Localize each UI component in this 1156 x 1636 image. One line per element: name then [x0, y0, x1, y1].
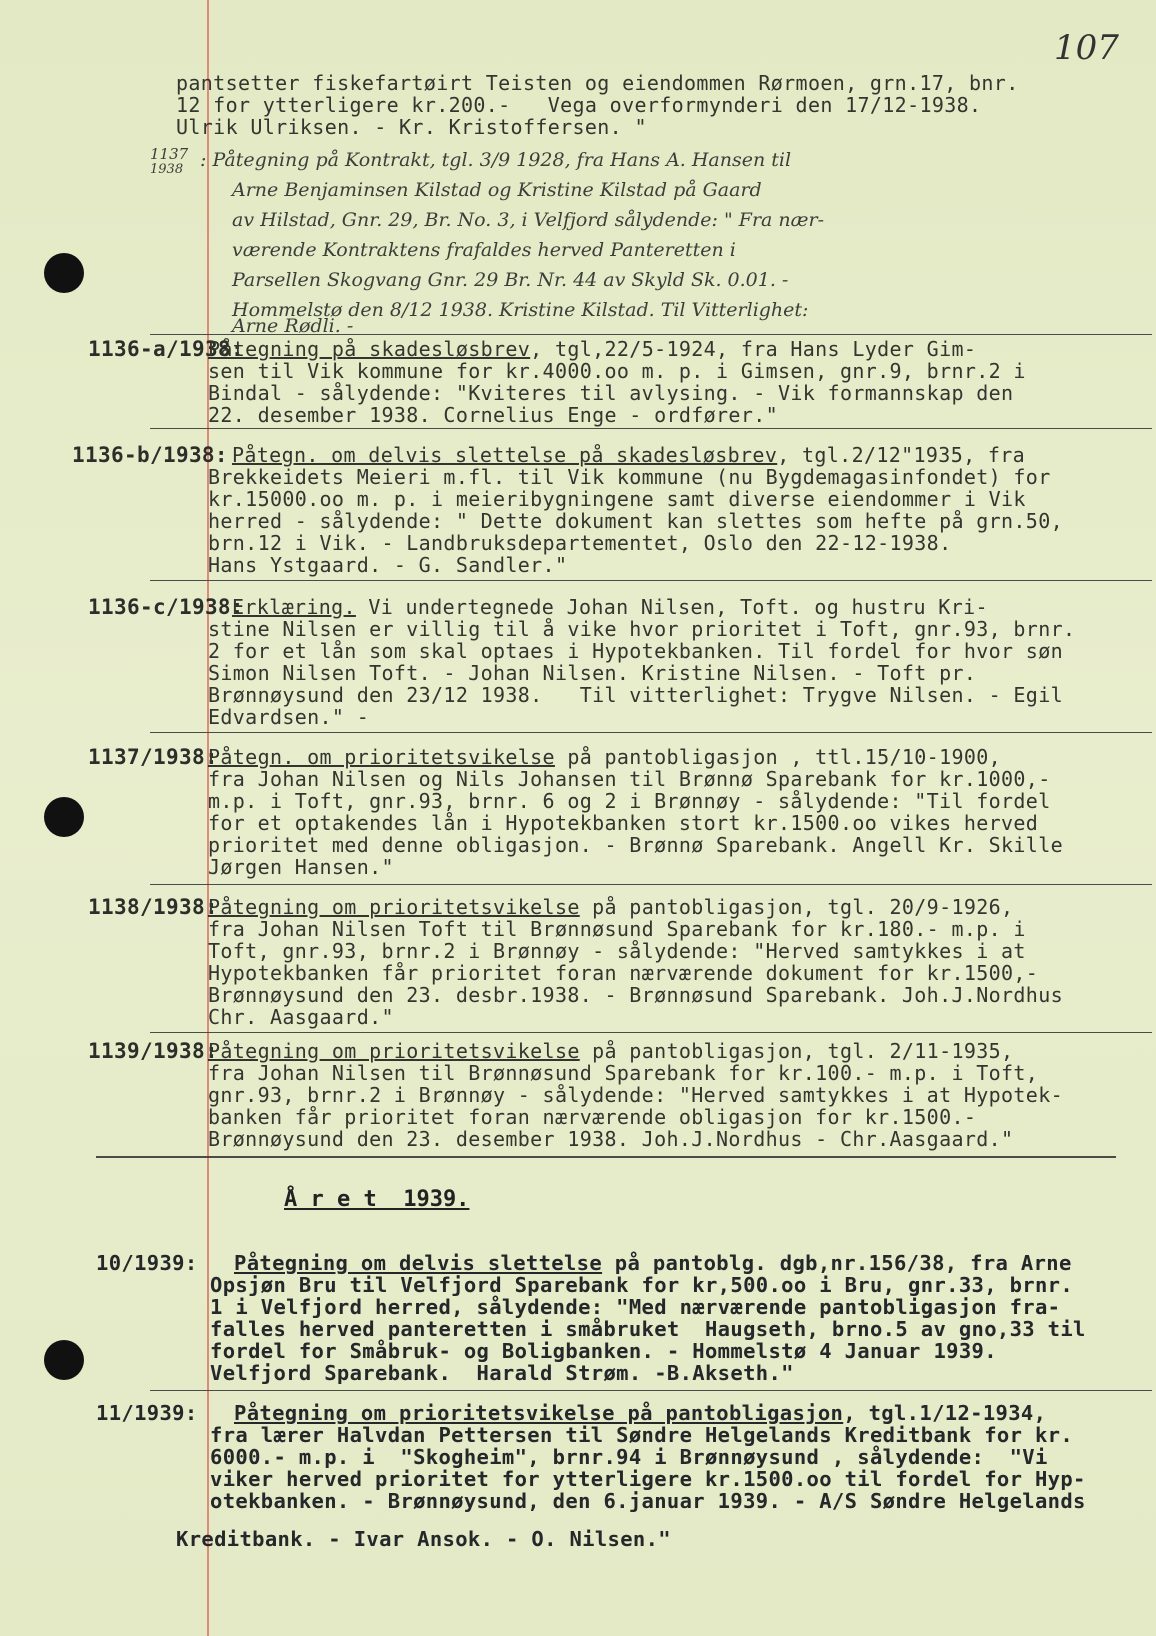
entry-line: Kreditbank. - Ivar Ansok. - O. Nilsen." — [176, 1527, 671, 1551]
entry-line: 2 for et lån som skal optaes i Hypotekbanken. Til fordel for hvor søn — [208, 639, 1063, 663]
entry-line: , tgl.2/12"1935, fra — [777, 443, 1026, 467]
entry-title: Påtegning om prioritetsvikelse — [208, 895, 580, 919]
entry-label: 1137/1938: — [88, 745, 218, 769]
entry-line: fordel for Småbruk- og Boligbanken. - Hommelstø 4 Januar 1939. — [210, 1339, 997, 1363]
entry-divider — [150, 334, 1152, 335]
entry-line: prioritet med denne obligasjon. - Brønnø Sparebank. Angell Kr. Skille — [208, 833, 1063, 857]
entry-first-line — [208, 338, 976, 360]
entry-first-line — [232, 596, 988, 618]
punch-hole-bottom — [44, 1340, 84, 1380]
entry-line: Brønnøysund den 23/12 1938. Til vitterlighet: Trygve Nilsen. - Egil — [208, 683, 1063, 707]
entry-label: 1138/1938: — [88, 895, 218, 919]
handwritten-label-number: 1137 — [150, 145, 189, 163]
handwritten-line-4: værende Kontraktens frafaldes herved Panteretten i — [232, 239, 736, 261]
entry-divider — [150, 732, 1152, 733]
entry-line: for et optakendes lån i Hypotekbanken stort kr.1500.oo vikes herved — [208, 811, 1039, 835]
entry-line: fra Johan Nilsen og Nils Johansen til Brønnø Sparebank for kr.1000,- — [208, 767, 1051, 791]
entry-line: falles herved panteretten i småbruket Haugseth, brno.5 av gno,33 til — [210, 1317, 1086, 1341]
entry-line: Jørgen Hansen." — [208, 855, 394, 879]
entry-label: 1139/1938: — [88, 1039, 218, 1063]
entry-divider — [150, 1032, 1152, 1033]
entry-line: 6000.- m.p. i "Skogheim", brnr.94 i Brønnøysund , sålydende: "Vi — [210, 1445, 1048, 1469]
entry-line: herred - sålydende: " Dette dokument kan slettes som hefte på grn.50, — [208, 509, 1063, 533]
entry-line: Opsjøn Bru til Velfjord Sparebank for kr,500.oo i Bru, gnr.33, brnr. — [210, 1273, 1074, 1297]
entry-label: 1136-a/1938: — [88, 337, 244, 361]
entry-first-line — [208, 746, 1001, 768]
entry-line: banken får prioritet foran nærværende obligasjon for kr.1500.- — [208, 1105, 977, 1129]
top-line-1: pantsetter fiskefartøirt Teisten og eiendommen Rørmoen, grn.17, bnr. — [176, 71, 1019, 95]
entry-first-line — [234, 1252, 1072, 1274]
entry-line: kr.15000.oo m. p. i meieribygningene samt diverse eiendommer i Vik — [208, 487, 1026, 511]
entry-label: 10/1939: — [96, 1251, 198, 1275]
entry-line: på pantobligasjon, tgl. 20/9-1926, — [579, 895, 1014, 919]
entry-line: på pantoblg. dgb,nr.156/38, fra Arne — [602, 1251, 1072, 1275]
top-line-3: Ulrik Ulriksen. - Kr. Kristoffersen. " — [176, 115, 647, 139]
entry-line: Hypotekbanken får prioritet foran nærværende dokument for kr.1500,- — [208, 961, 1039, 985]
entry-divider — [150, 428, 1152, 429]
entry-first-line — [234, 1402, 1046, 1424]
section-divider — [96, 1156, 1116, 1158]
entry-line: Brønnøysund den 23. desbr.1938. - Brønnøsund Sparebank. Joh.J.Nordhus — [208, 983, 1063, 1007]
handwritten-line-5: Parsellen Skogvang Gnr. 29 Br. Nr. 44 av Skyld Sk. 0.01. - — [232, 269, 789, 291]
entry-line: fra Johan Nilsen Toft til Brønnøsund Sparebank for kr.180.- m.p. i — [208, 917, 1026, 941]
entry-line: Velfjord Sparebank. Harald Strøm. -B.Akseth." — [210, 1361, 794, 1385]
entry-line: sen til Vik kommune for kr.4000.oo m. p. i Gimsen, gnr.9, brnr.2 i — [208, 359, 1026, 383]
entry-line: Edvardsen." - — [208, 705, 370, 729]
entry-line: Bindal - sålydende: "Kviteres til avlysing. - Vik formannskap den — [208, 381, 1014, 405]
handwritten-line-1: : Påtegning på Kontrakt, tgl. 3/9 1928, fra Hans A. Hansen til — [200, 149, 792, 171]
entry-title: Påtegning om prioritetsvikelse — [208, 1039, 580, 1063]
entry-divider — [150, 1390, 1152, 1391]
entry-title: Påtegning om prioritetsvikelse på pantobligasjon — [234, 1401, 844, 1425]
entry-line: stine Nilsen er villig til å vike hvor prioritet i Toft, gnr.93, brnr. — [208, 617, 1076, 641]
entry-first-line — [208, 896, 1013, 918]
entry-line: brn.12 i Vik. - Landbruksdepartementet, Oslo den 22-12-1938. — [208, 531, 952, 555]
year-heading: Å r e t 1939. — [284, 1187, 470, 1212]
entry-line: Toft, gnr.93, brnr.2 i Brønnøy - sålydende: "Herved samtykkes i at — [208, 939, 1026, 963]
handwritten-line-3: av Hilstad, Gnr. 29, Br. No. 3, i Velfjord sålydende: " Fra nær- — [232, 209, 824, 231]
entry-line: Hans Ystgaard. - G. Sandler." — [208, 553, 568, 577]
entry-label: 1136-c/1938: — [88, 595, 244, 619]
entry-line: , tgl.1/12-1934, — [843, 1401, 1047, 1425]
punch-hole-top — [44, 253, 84, 293]
punch-hole-middle — [44, 797, 84, 837]
entry-line: Chr. Aasgaard." — [208, 1005, 394, 1029]
entry-line: Brekkeidets Meieri m.fl. til Vik kommune (nu Bygdemagasinfondet) for — [208, 465, 1051, 489]
entry-title: Påtegn. om delvis slettelse på skadesløsbrev — [232, 443, 778, 467]
entry-divider — [150, 580, 1152, 581]
handwritten-line-6: Hommelstø den 8/12 1938. Kristine Kilstad. Til Vitterlighet: — [232, 299, 809, 321]
handwritten-line-7: Arne Rødli. - — [232, 315, 354, 337]
entry-line: på pantobligasjon , ttl.15/10-1900, — [554, 745, 1002, 769]
entry-line: 1 i Velfjord herred, sålydende: "Med nærværende pantobligasjon fra- — [210, 1295, 1061, 1319]
handwritten-label-year: 1938 — [150, 162, 184, 177]
entry-line: , tgl,22/5-1924, fra Hans Lyder Gim- — [530, 337, 977, 361]
entry-line: Simon Nilsen Toft. - Johan Nilsen. Kristine Nilsen. - Toft pr. — [208, 661, 977, 685]
handwritten-line-2: Arne Benjaminsen Kilstad og Kristine Kilstad på Gaard — [232, 179, 762, 201]
entry-title: Påtegning på skadesløsbrev — [208, 337, 531, 361]
entry-title: Påtegning om delvis slettelse — [234, 1251, 603, 1275]
entry-line: fra lærer Halvdan Pettersen til Søndre Helgelands Kreditbank for kr. — [210, 1423, 1074, 1447]
entry-line: otekbanken. - Brønnøysund, den 6.januar 1939. - A/S Søndre Helgelands — [210, 1489, 1086, 1513]
entry-line: m.p. i Toft, gnr.93, brnr. 6 og 2 i Brønnøy - sålydende: "Til fordel — [208, 789, 1051, 813]
page-number: 107 — [1054, 28, 1119, 68]
entry-line: Brønnøysund den 23. desember 1938. Joh.J.Nordhus - Chr.Aasgaard." — [208, 1127, 1014, 1151]
entry-title: Erklæring. — [232, 595, 356, 619]
entry-line: Vi undertegnede Johan Nilsen, Toft. og hustru Kri- — [355, 595, 988, 619]
entry-first-line — [232, 444, 1025, 466]
entry-line: viker herved prioritet for ytterligere kr.1500.oo til fordel for Hyp- — [210, 1467, 1086, 1491]
entry-line: gnr.93, brnr.2 i Brønnøy - sålydende: "Herved samtykkes i at Hypotek- — [208, 1083, 1063, 1107]
entry-title: Påtegn. om prioritetsvikelse — [208, 745, 555, 769]
entry-line: fra Johan Nilsen til Brønnøsund Sparebank for kr.100.- m.p. i Toft, — [208, 1061, 1039, 1085]
entry-divider — [150, 884, 1152, 885]
entry-line: på pantobligasjon, tgl. 2/11-1935, — [579, 1039, 1014, 1063]
entry-label: 1136-b/1938: — [72, 443, 228, 467]
top-line-2: 12 for ytterligere kr.200.- Vega overformynderi den 17/12-1938. — [176, 93, 982, 117]
entry-first-line — [208, 1040, 1013, 1062]
entry-label: 11/1939: — [96, 1401, 198, 1425]
entry-line: 22. desember 1938. Cornelius Enge - ordfører." — [208, 403, 778, 427]
